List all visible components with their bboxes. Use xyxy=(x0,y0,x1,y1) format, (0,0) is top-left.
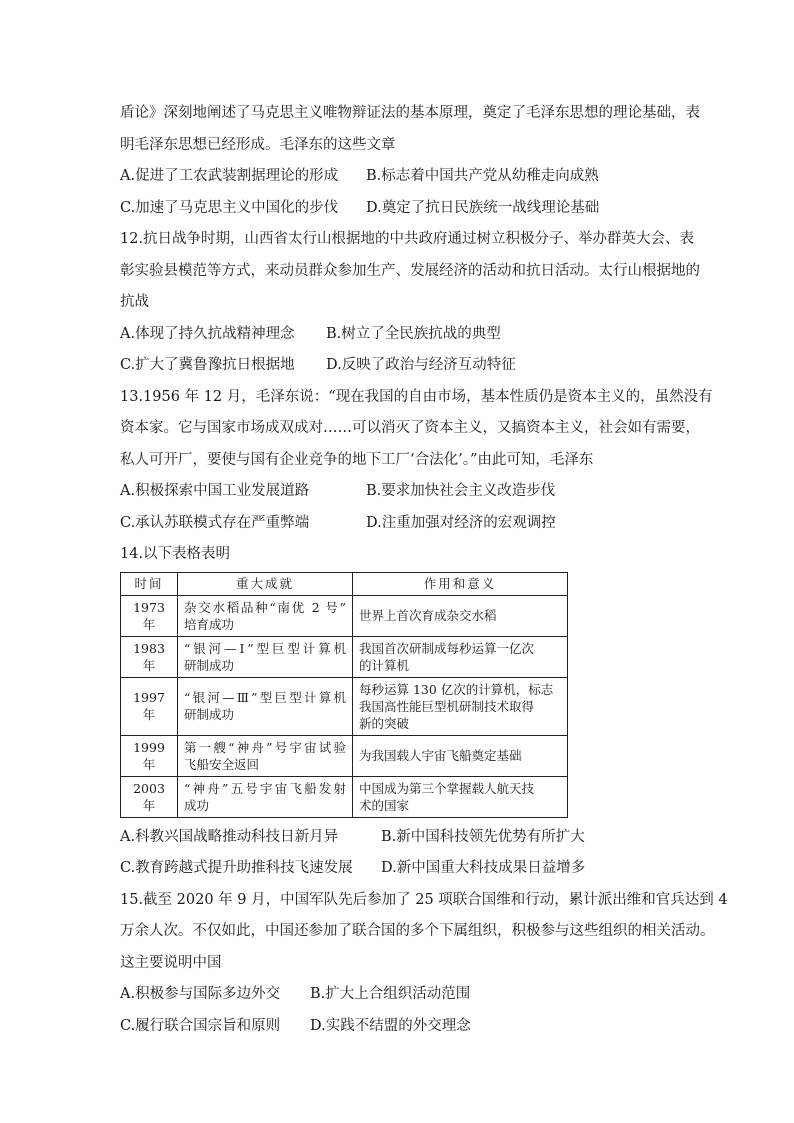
option-c[interactable]: C.履行联合国宗旨和原则 xyxy=(120,1017,281,1034)
option-a[interactable]: A.积极参与国际多边外交 xyxy=(120,986,281,1002)
option-b[interactable]: B.要求加快社会主义改造步伐 xyxy=(366,483,556,499)
exam-page xyxy=(120,98,728,1042)
question-12-options-row xyxy=(120,319,680,351)
option-a[interactable]: A.体现了持久抗战精神理念 xyxy=(120,325,295,342)
question-15-options-row xyxy=(120,1011,680,1043)
achievement-cell xyxy=(178,636,353,677)
question-15-stem-line: 这主要说明中国 xyxy=(120,954,222,971)
cell-line: 培育成功 xyxy=(184,616,235,632)
significance-cell xyxy=(353,776,568,817)
column-header-significance: 作用和意义 xyxy=(353,572,568,595)
option-b[interactable]: B.标志着中国共产党从幼稚走向成熟 xyxy=(366,168,599,184)
cell-line: “银河—Ⅰ”型巨型计算机 xyxy=(184,640,346,656)
question-13-stem-line: 资本家。它与国家市场成双成对……可以消灭了资本主义，又搞资本主义，社会如有需要， xyxy=(120,420,700,436)
question-15-stem-line: 万余人次。不仅如此，中国还参加了联合国的多个下属组织，积极参与这些组织的相关活动。 xyxy=(120,923,715,939)
option-d[interactable]: D.注重加强对经济的宏观调控 xyxy=(366,514,556,531)
year-cell: 1983 年 xyxy=(121,636,178,677)
question-12-stem-line: 12.抗日战争时期，山西省太行山根据地的中共政府通过树立积极分子、举办群英大会、表 xyxy=(120,231,695,247)
achievement-cell xyxy=(178,776,353,817)
significance-cell xyxy=(353,636,568,677)
cell-line: 每秒运算 130 亿次的计算机，标志 xyxy=(359,681,554,697)
question-13-stem-line: 13.1956 年 12 月，毛泽东说：“现在我国的自由市场，基本性质仍是资本主义的，虽然没有 xyxy=(120,388,713,405)
table-row xyxy=(121,595,568,636)
question-13-options-row xyxy=(120,476,680,508)
table-header-row xyxy=(121,572,568,595)
significance-cell xyxy=(353,735,568,776)
question-12-options-row xyxy=(120,350,680,382)
cell-line: 研制成功 xyxy=(184,707,235,722)
achievement-cell xyxy=(178,735,353,776)
question-11-stem-line: 盾论》深刻地阐述了马克思主义唯物辩证法的基本原理，奠定了毛泽东思想的理论基础，表 xyxy=(120,105,700,121)
cell-line: 飞船安全返回 xyxy=(184,756,260,772)
cell-line: “银河—Ⅲ”型巨型计算机 xyxy=(184,690,346,705)
cell-line: 我国首次研制成每秒运算一亿次 xyxy=(359,640,535,656)
question-14-stem: 14.以下表格表明 xyxy=(120,546,231,562)
cell-line: 第一艘“神舟”号宇宙试验 xyxy=(184,739,346,755)
cell-line: 的计算机 xyxy=(359,657,410,673)
cell-line: “神舟”五号宇宙飞船发射 xyxy=(184,780,346,796)
question-15-stem-line: 15.截至 2020 年 9 月，中国军队先后参加了 25 项联合国维和行动，累计派出维和官兵达到 4 xyxy=(120,891,728,908)
cell-line: 成功 xyxy=(184,797,210,813)
cell-line: 术的国家 xyxy=(359,797,410,813)
question-12 xyxy=(120,224,700,382)
year-cell: 1999 年 xyxy=(121,735,178,776)
option-b[interactable]: B.扩大上合组织活动范围 xyxy=(310,986,471,1002)
question-14 xyxy=(120,539,680,885)
table-row xyxy=(121,636,568,677)
question-13-options-row xyxy=(120,508,680,540)
question-11-options-row xyxy=(120,161,680,193)
question-12-stem-line: 抗战 xyxy=(120,294,149,310)
table-row xyxy=(121,776,568,817)
option-b[interactable]: B.树立了全民族抗战的典型 xyxy=(326,325,501,342)
significance-cell xyxy=(353,677,568,735)
cell-line: 为我国载人宇宙飞船奠定基础 xyxy=(359,748,522,763)
question-13-stem-line: 私人可开厂，要使与国有企业竞争的地下工厂‘合法化’。”由此可知，毛泽东 xyxy=(120,451,594,468)
option-d[interactable]: D.新中国重大科技成果日益增多 xyxy=(381,860,586,876)
question-11 xyxy=(120,98,700,224)
cell-line: 中国成为第三个掌握载人航天技 xyxy=(359,780,535,796)
question-11-stem-line: 明毛泽东思想已经形成。毛泽东的这些文章 xyxy=(120,136,396,153)
cell-line: 世界上首次育成杂交水稻 xyxy=(359,608,497,623)
option-a[interactable]: A.促进了工农武装割据理论的形成 xyxy=(120,168,339,184)
achievement-cell xyxy=(178,595,353,636)
cell-line: 我国高性能巨型机研制技术取得 xyxy=(359,698,535,714)
column-header-time: 时间 xyxy=(121,572,178,595)
question-14-options-row xyxy=(120,822,680,854)
table-row xyxy=(121,735,568,776)
question-13 xyxy=(120,382,713,540)
option-d[interactable]: D.奠定了抗日民族统一战线理论基础 xyxy=(366,199,600,216)
year-cell: 1973 年 xyxy=(121,595,178,636)
option-c[interactable]: C.教育跨越式提升助推科技飞速发展 xyxy=(120,860,353,876)
cell-line: 新的突破 xyxy=(359,715,410,731)
table-row xyxy=(121,677,568,735)
option-c[interactable]: C.加速了马克思主义中国化的步伐 xyxy=(120,199,339,216)
question-12-stem-line: 彰实验县模范等方式，来动员群众参加生产、发展经济的活动和抗日活动。太行山根据地的 xyxy=(120,262,700,279)
question-15-options-row xyxy=(120,979,680,1011)
cell-line: 杂交水稻品种“南优 2 号” xyxy=(184,599,346,615)
question-15 xyxy=(120,885,728,1043)
option-b[interactable]: B.新中国科技领先优势有所扩大 xyxy=(381,828,585,845)
option-d[interactable]: D.反映了政治与经济互动特征 xyxy=(326,357,516,373)
achievement-cell xyxy=(178,677,353,735)
cell-line: 研制成功 xyxy=(184,657,235,673)
year-cell: 2003 年 xyxy=(121,776,178,817)
option-a[interactable]: A.科教兴国战略推动科技日新月异 xyxy=(120,828,339,845)
column-header-achievement: 重大成就 xyxy=(178,572,353,595)
achievements-table xyxy=(120,572,568,818)
option-c[interactable]: C.扩大了冀鲁豫抗日根据地 xyxy=(120,357,295,373)
option-d[interactable]: D.实践不结盟的外交理念 xyxy=(310,1017,471,1034)
significance-cell xyxy=(353,595,568,636)
option-c[interactable]: C.承认苏联模式存在严重弊端 xyxy=(120,514,310,531)
question-11-options-row xyxy=(120,193,680,225)
year-cell: 1997 年 xyxy=(121,677,178,735)
question-14-options-row xyxy=(120,853,680,885)
option-a[interactable]: A.积极探索中国工业发展道路 xyxy=(120,483,310,499)
